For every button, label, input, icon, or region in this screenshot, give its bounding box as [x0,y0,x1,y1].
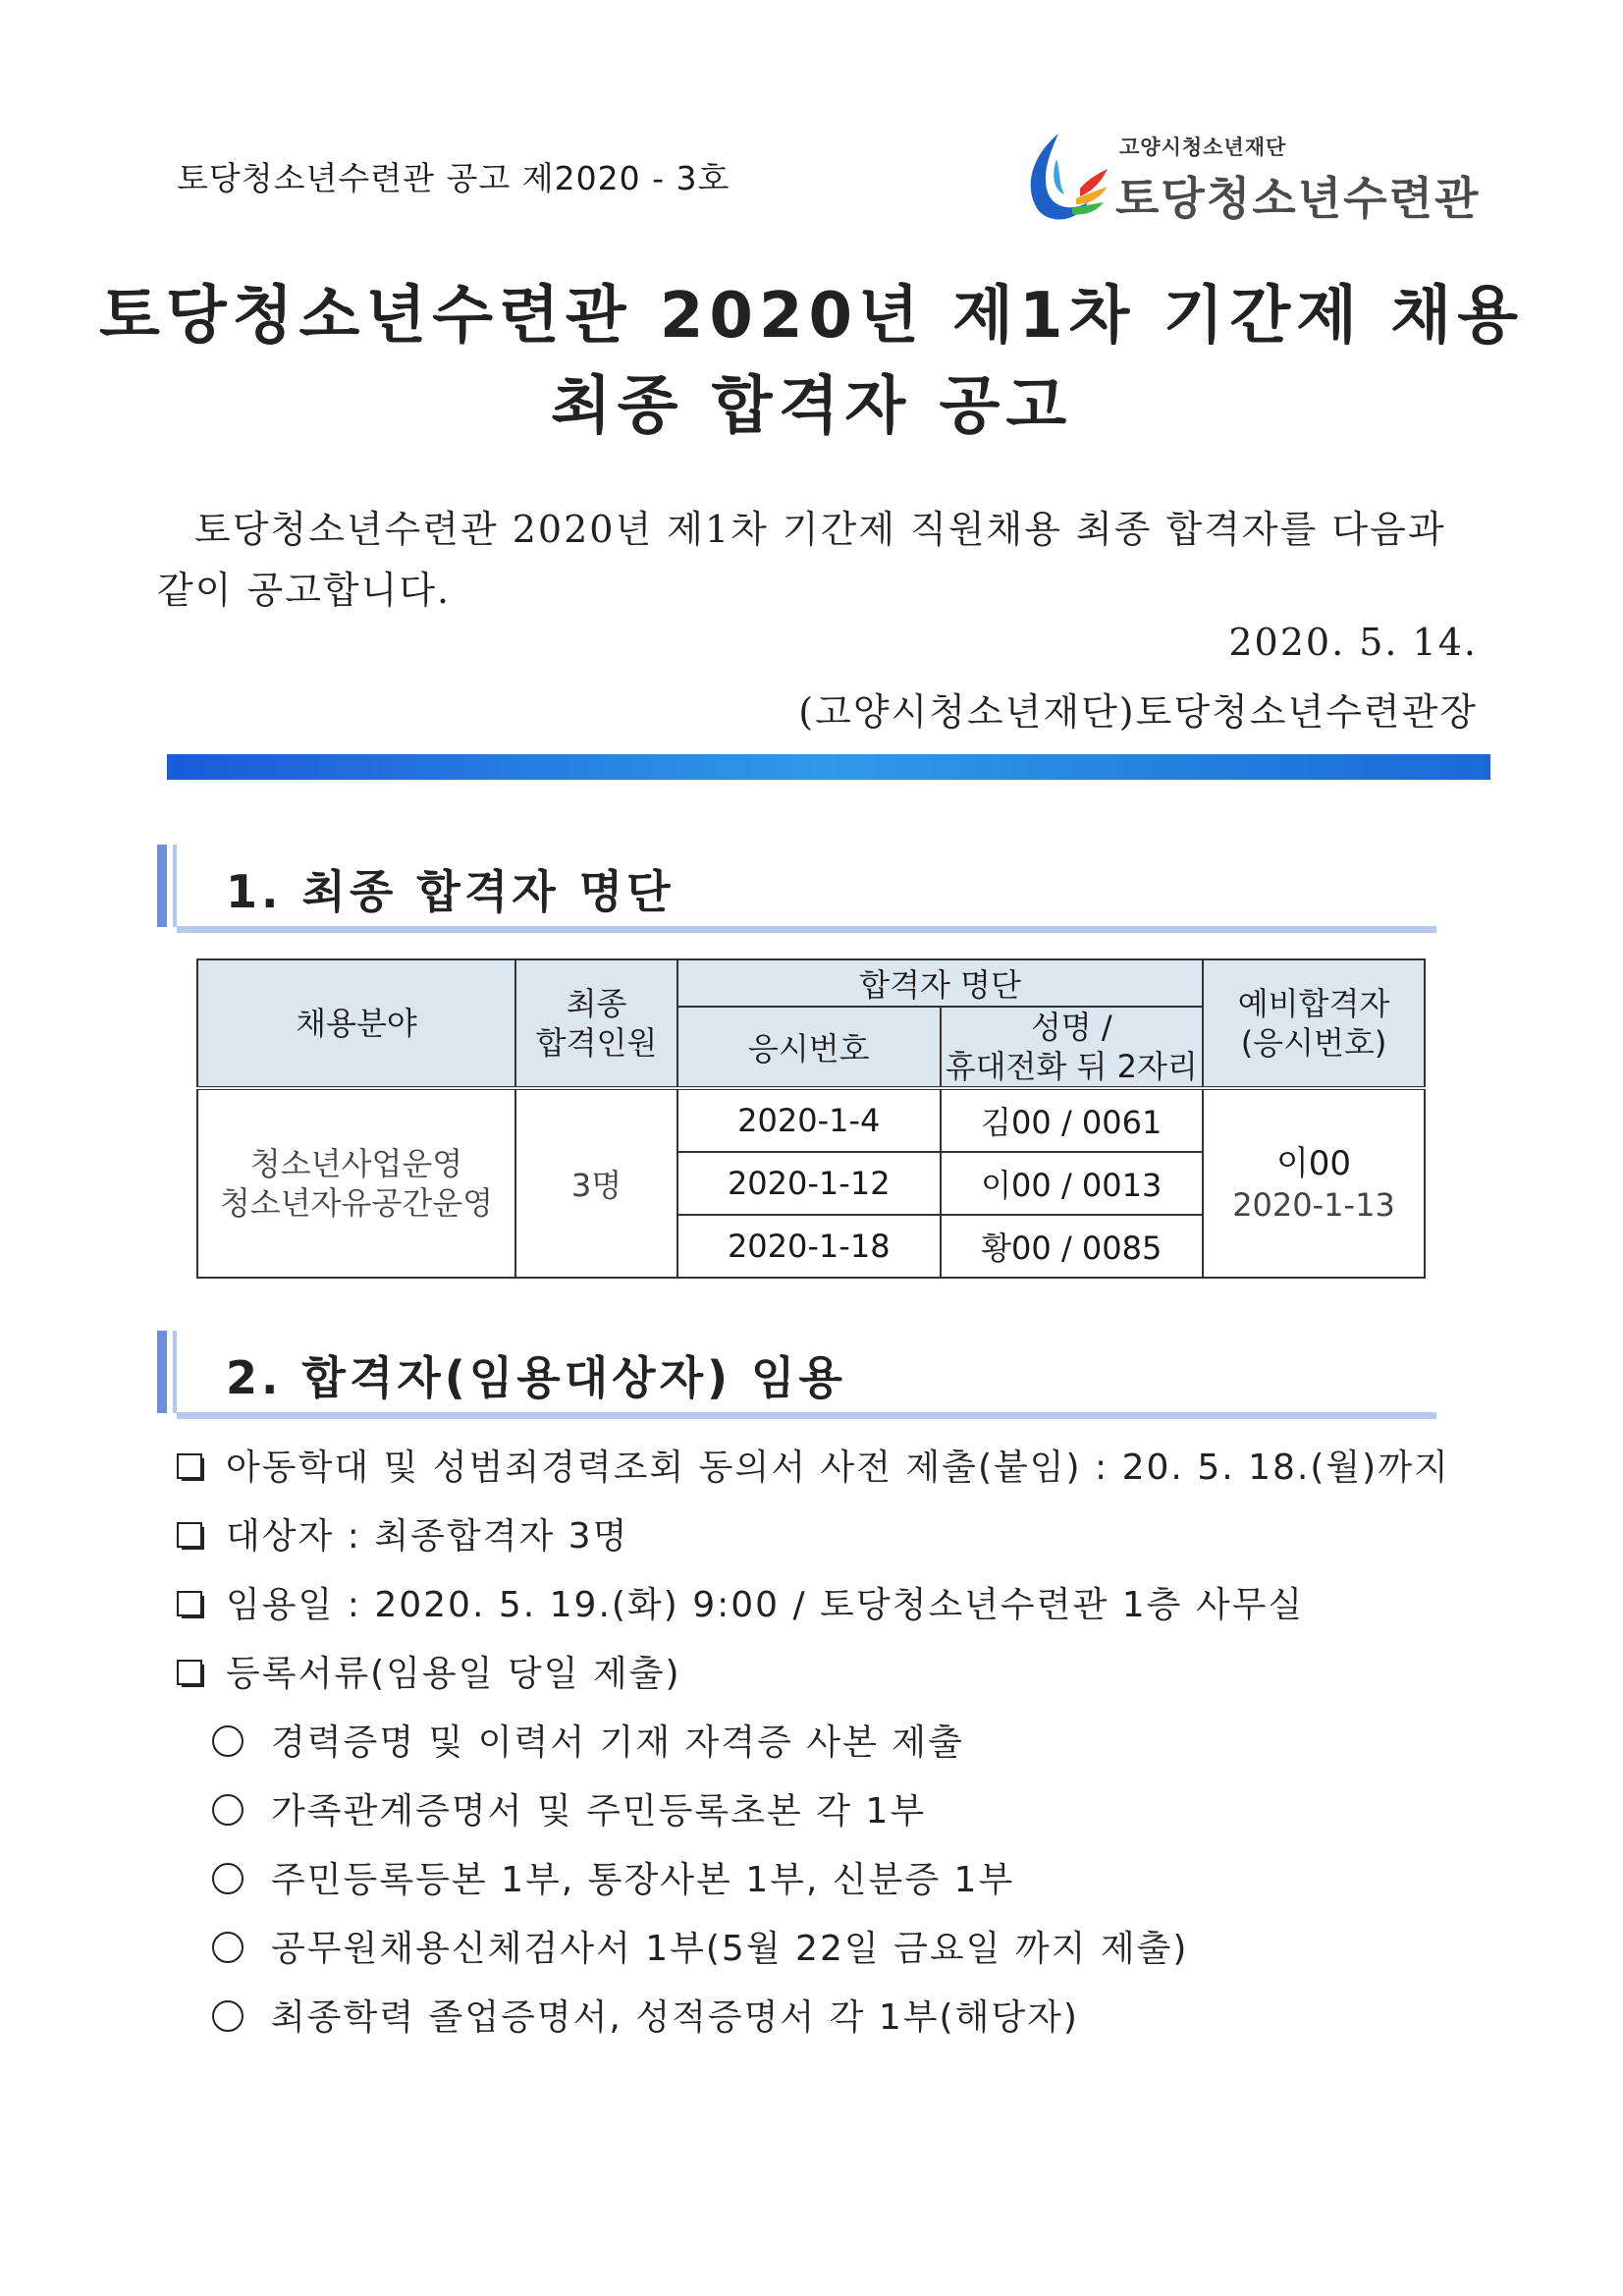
section-marker-accent [173,1331,177,1413]
list-item-text: 아동학대 및 성범죄경력조회 동의서 사전 제출(붙임) : 20. 5. 18.(월)까지 [226,1448,1450,1488]
checkbox-bullet-icon [177,1591,202,1616]
applicant-no-cell: 2020-1-12 [677,1152,941,1215]
page-title: 토당청소년수련관 2020년 제1차 기간제 채용 [99,280,1524,353]
field-cell [197,1088,515,1278]
section-marker-accent [173,845,177,927]
logo-center-name: 토당청소년수련관 [1115,172,1481,225]
sub-list-item [177,1709,1450,1777]
section-marker [157,1331,167,1413]
list-item-text: 임용일 : 2020. 5. 19.(화) 9:00 / 토당청소년수련관 1층 사무실 [226,1585,1305,1625]
header-count [515,959,677,1088]
applicant-no-cell: 2020-1-4 [677,1088,941,1152]
checkbox-bullet-icon [177,1453,202,1479]
reserve-no: 2020-1-13 [1232,1186,1395,1224]
name-phone-cell: 김00 / 0061 [941,1088,1204,1152]
requirements-list [177,1434,1450,2052]
page-subtitle: 최종 합격자 공고 [550,370,1073,443]
header-field: 채용분야 [197,959,515,1088]
issuer: (고양시청소년재단)토당청소년수련관장 [798,690,1478,734]
reserve-cell [1203,1088,1425,1278]
section-heading [157,845,1434,933]
divider-bar [167,754,1490,780]
sub-list-item [177,1984,1450,2052]
section-title: 2. 합격자(임용대상자) 임용 [226,1351,846,1404]
intro-line-2: 같이 공고합니다. [157,569,452,612]
section-underline [177,1412,1436,1419]
sub-list-item-text: 가족관계증명서 및 주민등록초본 각 1부 [271,1791,927,1831]
table-row [197,1088,1425,1152]
list-item [177,1503,1450,1571]
header-reserve [1203,959,1425,1088]
list-item-text: 대상자 : 최종합격자 3명 [226,1516,629,1557]
intro-line-1: 토당청소년수련관 2020년 제1차 기간제 직원채용 최종 합격자를 다음과 [194,508,1446,551]
sub-list-item-text: 경력증명 및 이력서 기재 자격증 사본 제출 [271,1722,964,1763]
field-text: 청소년사업운영 청소년자유공간운영 [219,1145,494,1222]
sub-list-item-text: 최종학력 졸업증명서, 성적증명서 각 1부(해당자) [271,1997,1079,2038]
header-name-phone [941,1007,1204,1088]
header-count-text: 최종 합격인원 [535,985,658,1062]
reserve-name: 이00 [1275,1144,1352,1183]
section-underline [177,926,1436,933]
name-phone-cell: 황00 / 0085 [941,1215,1204,1278]
count-cell: 3명 [515,1088,677,1278]
logo-org-name: 고양시청소년재단 [1119,136,1287,159]
sub-list-item-text: 공무원채용신체검사서 1부(5월 22일 금요일 까지 제출) [271,1929,1189,1969]
circle-bullet-icon [212,1932,243,1963]
circle-bullet-icon [212,1863,243,1894]
foundation-logo [1021,126,1481,225]
list-item [177,1434,1450,1503]
circle-bullet-icon [212,1794,243,1826]
checkbox-bullet-icon [177,1522,202,1548]
header-reserve-text: 예비합격자 (응시번호) [1237,985,1390,1062]
header-name-phone-text: 성명 / 휴대전화 뒤 2자리 [945,1009,1198,1085]
sub-list-item-text: 주민등록등본 1부, 통장사본 1부, 신분증 1부 [271,1860,1015,1900]
circle-bullet-icon [212,2000,243,2032]
sub-list-item [177,1915,1450,1984]
name-phone-cell: 이00 / 0013 [941,1152,1204,1215]
section-title: 1. 최종 합격자 명단 [226,865,675,918]
applicant-no-cell: 2020-1-18 [677,1215,941,1278]
section-heading [157,1331,1434,1419]
section-marker [157,845,167,927]
header-roster: 합격자 명단 [677,959,1203,1007]
circle-bullet-icon [212,1725,243,1757]
list-item-text: 등록서류(임용일 당일 제출) [226,1654,681,1694]
list-item [177,1571,1450,1640]
list-item [177,1640,1450,1709]
checkbox-bullet-icon [177,1660,202,1685]
roster-table [196,958,1426,1279]
header-applicant-no: 응시번호 [677,1007,941,1088]
notice-date: 2020. 5. 14. [1228,621,1478,664]
sub-list-item [177,1846,1450,1915]
sub-list-item [177,1777,1450,1846]
notice-number: 토당청소년수련관 공고 제2020 - 3호 [177,159,730,197]
logo-mark-icon [1021,130,1109,224]
